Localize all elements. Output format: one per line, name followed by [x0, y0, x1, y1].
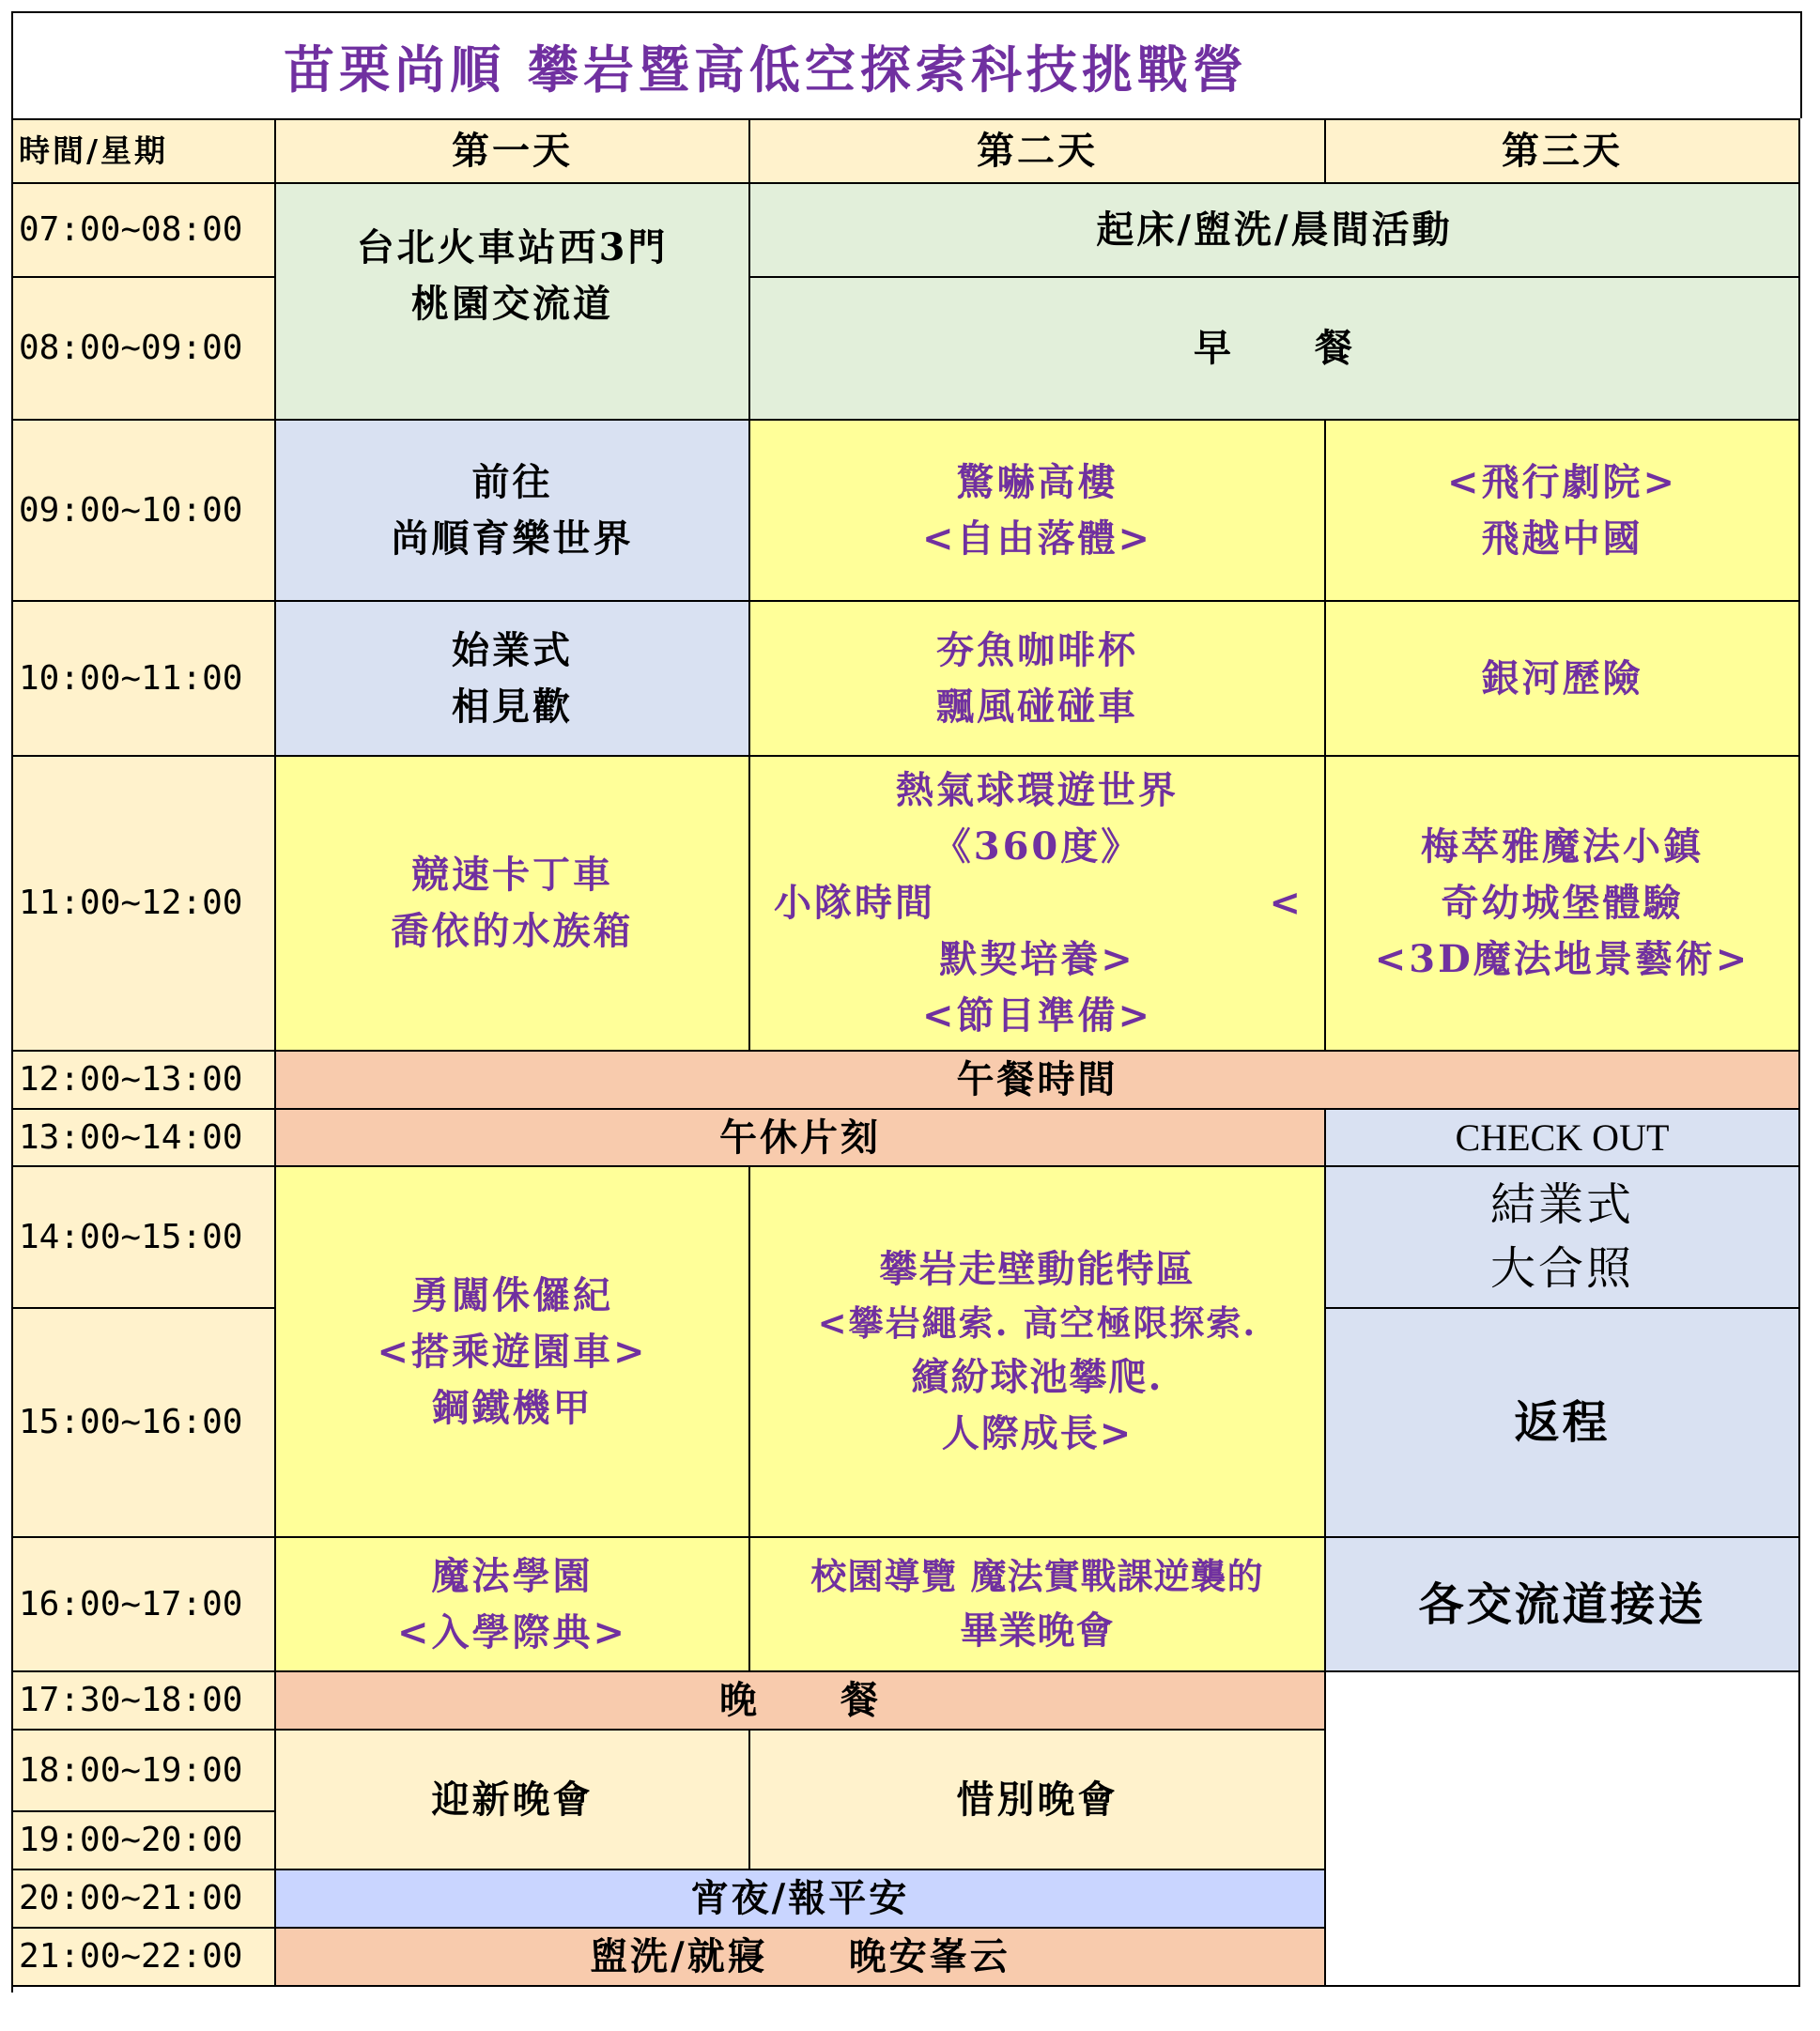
dinner-row: 晚 餐: [276, 1672, 1326, 1731]
day2-farewell-party: 惜別晚會: [750, 1731, 1326, 1870]
time-slot: 09:00~10:00: [13, 421, 276, 602]
day1-karts: 競速卡丁車 喬依的水族箱: [276, 757, 750, 1052]
time-slot: 20:00~21:00: [13, 1870, 276, 1929]
day3-galaxy: 銀河歷險: [1326, 602, 1800, 757]
day2-3-breakfast: 早 餐: [750, 278, 1800, 421]
day2-cups: 夯魚咖啡杯 飄風碰碰車: [750, 602, 1326, 757]
title-bar: [11, 11, 1802, 118]
day1-magic-school: 魔法學園 <入學際典>: [276, 1538, 750, 1672]
time-slot: 18:00~19:00: [13, 1731, 276, 1812]
day1-go: 前往 尚順育樂世界: [276, 421, 750, 602]
day2-3-wakeup: 起床/盥洗/晨間活動: [750, 184, 1800, 278]
day2-balloon: 熱氣球環遊世界 《360度》 小隊時間 < 默契培養> <節目準備>: [750, 757, 1326, 1052]
day3-theater: <飛行劇院> 飛越中國: [1326, 421, 1800, 602]
time-slot: 10:00~11:00: [13, 602, 276, 757]
nap-row: 午休片刻: [276, 1110, 1326, 1167]
day3-closing: 結業式 大合照: [1326, 1167, 1800, 1309]
day1-opening: 始業式 相見歡: [276, 602, 750, 757]
day3-dropoff: 各交流道接送: [1326, 1538, 1800, 1672]
header-day1: 第一天: [276, 120, 750, 184]
header-day3: 第三天: [1326, 120, 1800, 184]
page-title: 苗栗尚順 攀岩暨高低空探索科技挑戰營: [284, 38, 1248, 100]
lunch-row: 午餐時間: [276, 1052, 1800, 1110]
day2-climbing: 攀岩走壁動能特區 <攀岩繩索. 高空極限探索. 繽紛球池攀爬. 人際成長>: [750, 1167, 1326, 1538]
day1-welcome-party: 迎新晚會: [276, 1731, 750, 1870]
time-slot: 21:00~22:00: [13, 1929, 276, 1987]
day1-adventure: 勇闖侏儸紀 <搭乘遊園車> 鋼鐵機甲: [276, 1167, 750, 1538]
schedule-sheet: [11, 11, 1800, 1993]
bedtime-row: 盥洗/就寢 晚安峯云: [276, 1929, 1326, 1987]
time-slot: 17:30~18:00: [13, 1672, 276, 1731]
snack-row: 宵夜/報平安: [276, 1870, 1326, 1929]
time-slot: 12:00~13:00: [13, 1052, 276, 1110]
time-slot: 15:00~16:00: [13, 1309, 276, 1538]
day2-tower: 驚嚇高樓 <自由落體>: [750, 421, 1326, 602]
day3-checkout: CHECK OUT: [1326, 1110, 1800, 1167]
day3-town: 梅萃雅魔法小鎮 奇幼城堡體驗 <3D魔法地景藝術>: [1326, 757, 1800, 1052]
header-time-label: 時間/星期: [13, 120, 276, 184]
time-slot: 14:00~15:00: [13, 1167, 276, 1309]
day3-evening-empty: [1326, 1672, 1800, 1987]
day2-campus: 校園導覽 魔法實戰課逆襲的 畢業晚會: [750, 1538, 1326, 1672]
time-slot: 13:00~14:00: [13, 1110, 276, 1167]
schedule-table: [11, 118, 1800, 1993]
time-slot: 16:00~17:00: [13, 1538, 276, 1672]
time-slot: 08:00~09:00: [13, 278, 276, 421]
day1-transport: 台北火車站西3門 桃園交流道: [276, 184, 750, 421]
time-slot: 07:00~08:00: [13, 184, 276, 278]
day3-return: 返程: [1326, 1309, 1800, 1538]
header-day2: 第二天: [750, 120, 1326, 184]
time-slot: 19:00~20:00: [13, 1812, 276, 1870]
time-slot: 11:00~12:00: [13, 757, 276, 1052]
